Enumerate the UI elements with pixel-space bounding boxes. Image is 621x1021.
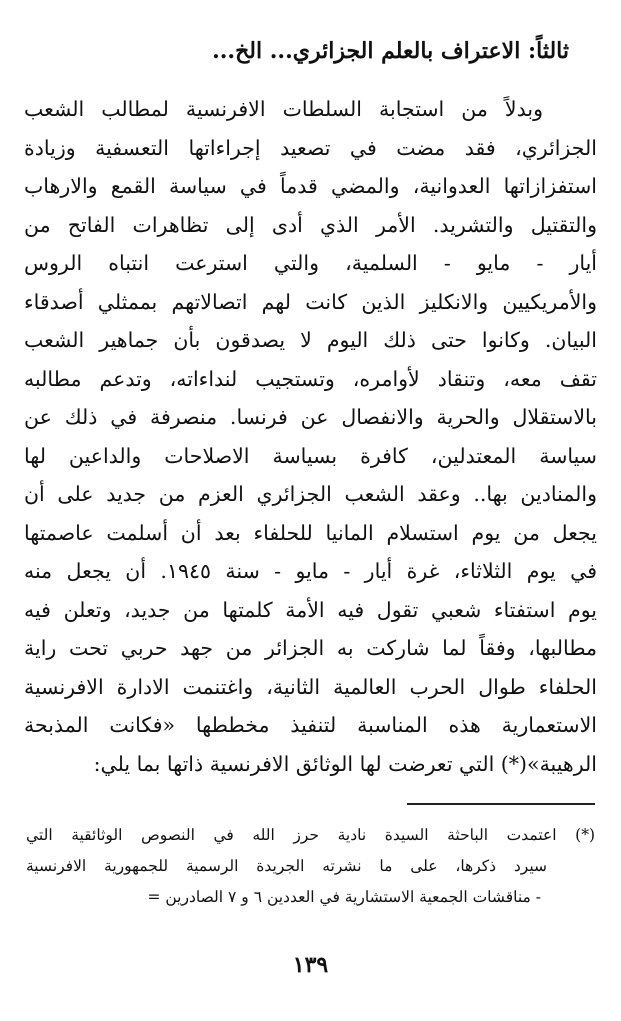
footnote-separator xyxy=(407,803,595,805)
body-line: البيان. وكانوا حتى ذلك اليوم لا يصدقون بأن جماهير الشعب xyxy=(24,328,597,352)
body-line: والأمريكيين والانكليز الذين كانت لهم اتصالاتهم بممثلي أصدقاء xyxy=(24,289,597,314)
page-number: ١٣٩ xyxy=(292,952,329,978)
footnote-line: - مناقشات الجمعية الاستشارية في العددين ٦ و ٧ الصادرين = xyxy=(147,888,541,906)
body-line: والتقتيل والتشريد. الأمر الذي أدى إلى تظاهرات الفاتح من xyxy=(24,212,597,237)
body-line: وبدلاً من استجابة السلطات الافرنسية لمطالب الشعب xyxy=(24,97,543,121)
body-line: بالاستقلال والحرية والانفصال عن فرنسا. منصرفة في ذلك عن xyxy=(24,405,597,429)
body-paragraph xyxy=(24,90,597,783)
body-line: أيار - مايو - السلمية، والتي استرعت انتباه الروس xyxy=(24,251,597,275)
body-line: استفزازاتها العدوانية، والمضي قدماً في سياسة القمع والارهاب xyxy=(24,174,597,198)
body-line: الجزائري، فقد مضت في تصعيد إجراءاتها التعسفية وزيادة xyxy=(24,135,597,160)
body-line: والمنادين بها.. وعقد الشعب الجزائري العزم من جديد على أن xyxy=(24,482,597,506)
body-line: في يوم الثلاثاء، غرة أيار - مايو - سنة ١٩٤٥. أن يجعل منه xyxy=(24,559,597,583)
body-line: تقف معه، وتنقاد لأوامره، وتستجيب لنداءاته، وتدعم مطالبه xyxy=(24,366,597,391)
section-heading: ثالثاً: الاعتراف بالعلم الجزائري... الخ... xyxy=(212,38,569,64)
footnote xyxy=(26,820,595,913)
body-line: الاستعمارية هذه المناسبة لتنفيذ مخططها «فكانت المذبحة xyxy=(24,713,597,737)
body-line: مطالبها، وفقاً لما شاركت به الجزائر من جهد حربي تحت راية xyxy=(24,636,597,660)
body-line: سياسة المعتدلين، كافرة بسياسة الاصلاحات والداعين لها xyxy=(24,443,597,468)
footnote-line: سيرد ذكرها، على ما نشرته الجريدة الرسمية للجمهورية الافرنسية xyxy=(26,857,547,875)
body-line: يجعل من يوم استسلام المانيا للحلفاء بعد أن أسلمت عاصمتها xyxy=(24,520,597,545)
body-line: الرهيبة»(*) التي تعرضت لها الوثائق الافرنسية ذاتها بما يلي: xyxy=(93,751,597,776)
body-line: يوم استفتاء شعبي تقول فيه الأمة كلمتها من جديد، وتعلن فيه xyxy=(24,597,597,622)
footnote-line: (*) اعتمدت الباحثة السيدة نادية حرز الله في النصوص الوثائقية التي xyxy=(26,826,595,844)
body-line: الحلفاء طوال الحرب العالمية الثانية، واغتنمت الادارة الافرنسية xyxy=(24,674,597,699)
